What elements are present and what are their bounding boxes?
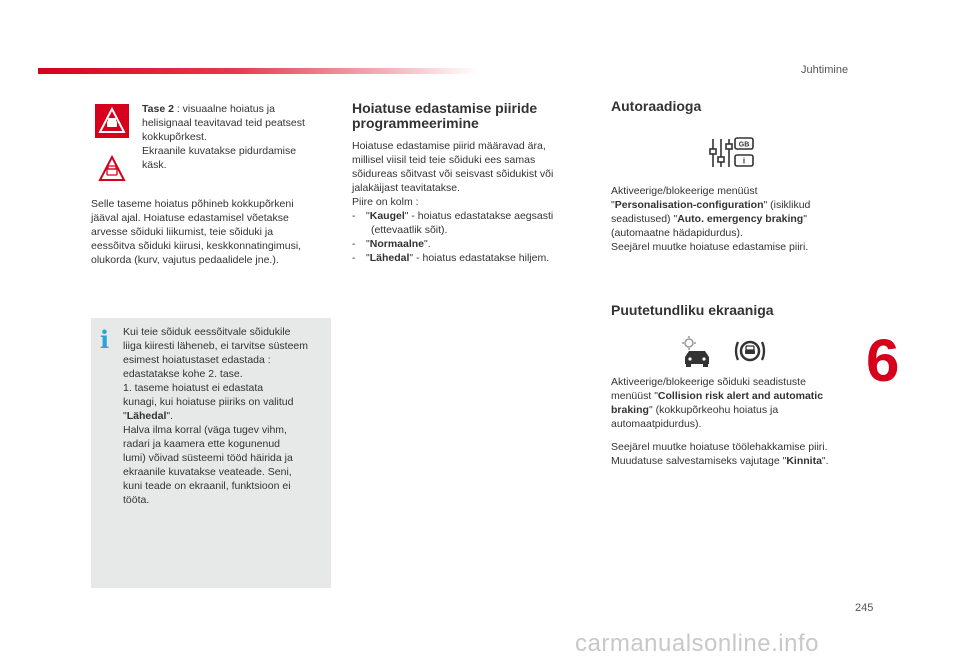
title-line: programmeerimine [352,115,479,131]
info-line: liiga kiiresti läheneb, ei tarvitse süsteem [123,340,309,352]
collision-alert-icon [733,334,767,368]
lahedal-label: Lähedal [369,252,410,264]
quote: " [366,238,370,250]
quote: ". [821,455,829,467]
intro-line: Hoiatuse edastamise piirid määravad ära, [352,140,546,152]
radio-icon-label: i [742,156,746,166]
intro-line: sõidureas sõitvast või seisvast sõidukist või [352,168,554,180]
info-line: kunagi, kui hoiatuse piiriks on valitud [123,396,294,408]
menu-name: Collision risk alert and automatic [657,390,824,402]
level2-line: helisignaal teavitavad teid peatsest [142,117,305,129]
paragraph-line: olukorda (kurv, vajutus pedaalidele jne.). [91,254,279,266]
radio-icon-label: GB [738,141,750,149]
paragraph-line: Selle taseme hoiatus põhineb kokkupõrkeni [91,198,294,210]
radio-line: (automaatne hädapidurdus). [611,227,743,239]
radio-line: " (isiklikud [763,199,811,211]
item-text: " - hoiatus edastatakse aegsasti [404,210,554,222]
page-number: 245 [855,602,874,614]
touch-line: automaatpidurdus). [611,418,702,430]
radio-line: Aktiveerige/blokeerige menüüst [611,185,758,197]
level2-label: Tase 2 [142,103,174,115]
touch-line: menüüst " [611,390,658,402]
paragraph-line: jääval ajal. Hoiatuse edastamisel võetakse [91,212,289,224]
item-text: ". [424,238,431,250]
vehicle-settings-icon [679,334,715,368]
info-line: radari ja kaamera ette kogunenud [123,438,281,450]
quote: ". [166,410,174,422]
quote: " [803,213,807,225]
menu-name: Auto. emergency braking [677,213,804,225]
touch-line: Aktiveerige/blokeerige sõiduki seadistuste [611,376,806,388]
collision-warning-outline-icon [95,152,129,186]
paragraph-line: arvesse sõiduki liikumist, teie sõiduki ja [91,226,274,238]
menu-name: Personalisation-configuration [614,199,764,211]
radio-title: Autoraadioga [611,98,702,114]
quote: " [366,210,370,222]
intro-line: jalakäijast teavitatakse. [352,182,460,194]
intro-line: Piire on kolm : [352,196,419,208]
quote: " [611,199,615,211]
info-line: esimest hoiatustaset edastada : [123,354,271,366]
level-paragraph [91,197,336,267]
level2-line: : visuaalne hoiatus ja [173,103,275,115]
list-dash: - [352,238,356,250]
list-item [352,209,587,223]
paragraph-line: eessõitva sõiduki kiirusi, keskkonnatingimusi, [91,240,302,252]
header-red-bar [38,68,478,74]
info-line: Halva ilma korral (väga tugev vihm, [123,424,287,436]
quote: " [123,410,127,422]
menu-name: braking [611,404,649,416]
info-line: 1. taseme hoiatust ei edastata [123,382,264,394]
kaugel-label: Kaugel [369,210,405,222]
section-title: Juhtimine [801,64,849,76]
touchscreen-title: Puutetundliku ekraaniga [611,302,774,318]
touch-line: " (kokkupõrkeohu hoiatus ja [648,404,779,416]
thresholds-title [352,101,582,131]
info-icon: i [100,325,110,354]
lahedal-label: Lähedal [126,410,167,422]
list-dash: - [352,210,356,222]
info-box-text [123,325,328,507]
list-item-continuation: (ettevaatlik sõit). [371,224,448,236]
level2-line: käsk. [142,159,167,171]
info-line: lumi) võivad süsteemi tööd häirida ja [123,452,293,464]
title-line: Hoiatuse edastamise piiride [352,100,538,116]
radio-body [611,184,851,254]
intro-line: millisel viisil teid teie sõiduki ees samas [352,154,536,166]
touchscreen-body [611,375,856,468]
list-item [352,251,587,265]
level2-description [142,102,337,172]
info-line: ekraanile kuvatakse veateade. Seni, [123,466,292,478]
level2-line: Ekraanile kuvatakse pidurdamise [142,145,297,157]
list-item [352,237,587,251]
radio-line: Seejärel muutke hoiatuse edastamise piiri. [611,241,809,253]
info-line: tööta. [123,494,150,506]
normaalne-label: Normaalne [369,238,425,250]
info-line: edastatakse kohe 2. tase. [123,368,243,380]
list-dash: - [352,252,356,264]
info-line: kuni teade on ekraanil, funktsioon ei [123,480,291,492]
item-text: " - hoiatus edastatakse hiljem. [409,252,550,264]
thresholds-body [352,139,587,265]
level2-line: kokkupõrkest. [142,131,207,143]
radio-settings-icon [707,135,755,171]
touch-line: Seejärel muutke hoiatuse töölehakkamise piiri. [611,441,828,453]
confirm-label: Kinnita [786,455,822,467]
chapter-number: 6 [866,327,900,394]
info-line: Kui teie sõiduk eessõitvale sõidukile [123,326,291,338]
touch-line: Muudatuse salvestamiseks vajutage " [611,455,787,467]
watermark: carmanualsonline.info [575,630,819,657]
quote: " [366,252,370,264]
radio-line: seadistused) " [611,213,678,225]
collision-warning-red-icon [95,104,129,138]
